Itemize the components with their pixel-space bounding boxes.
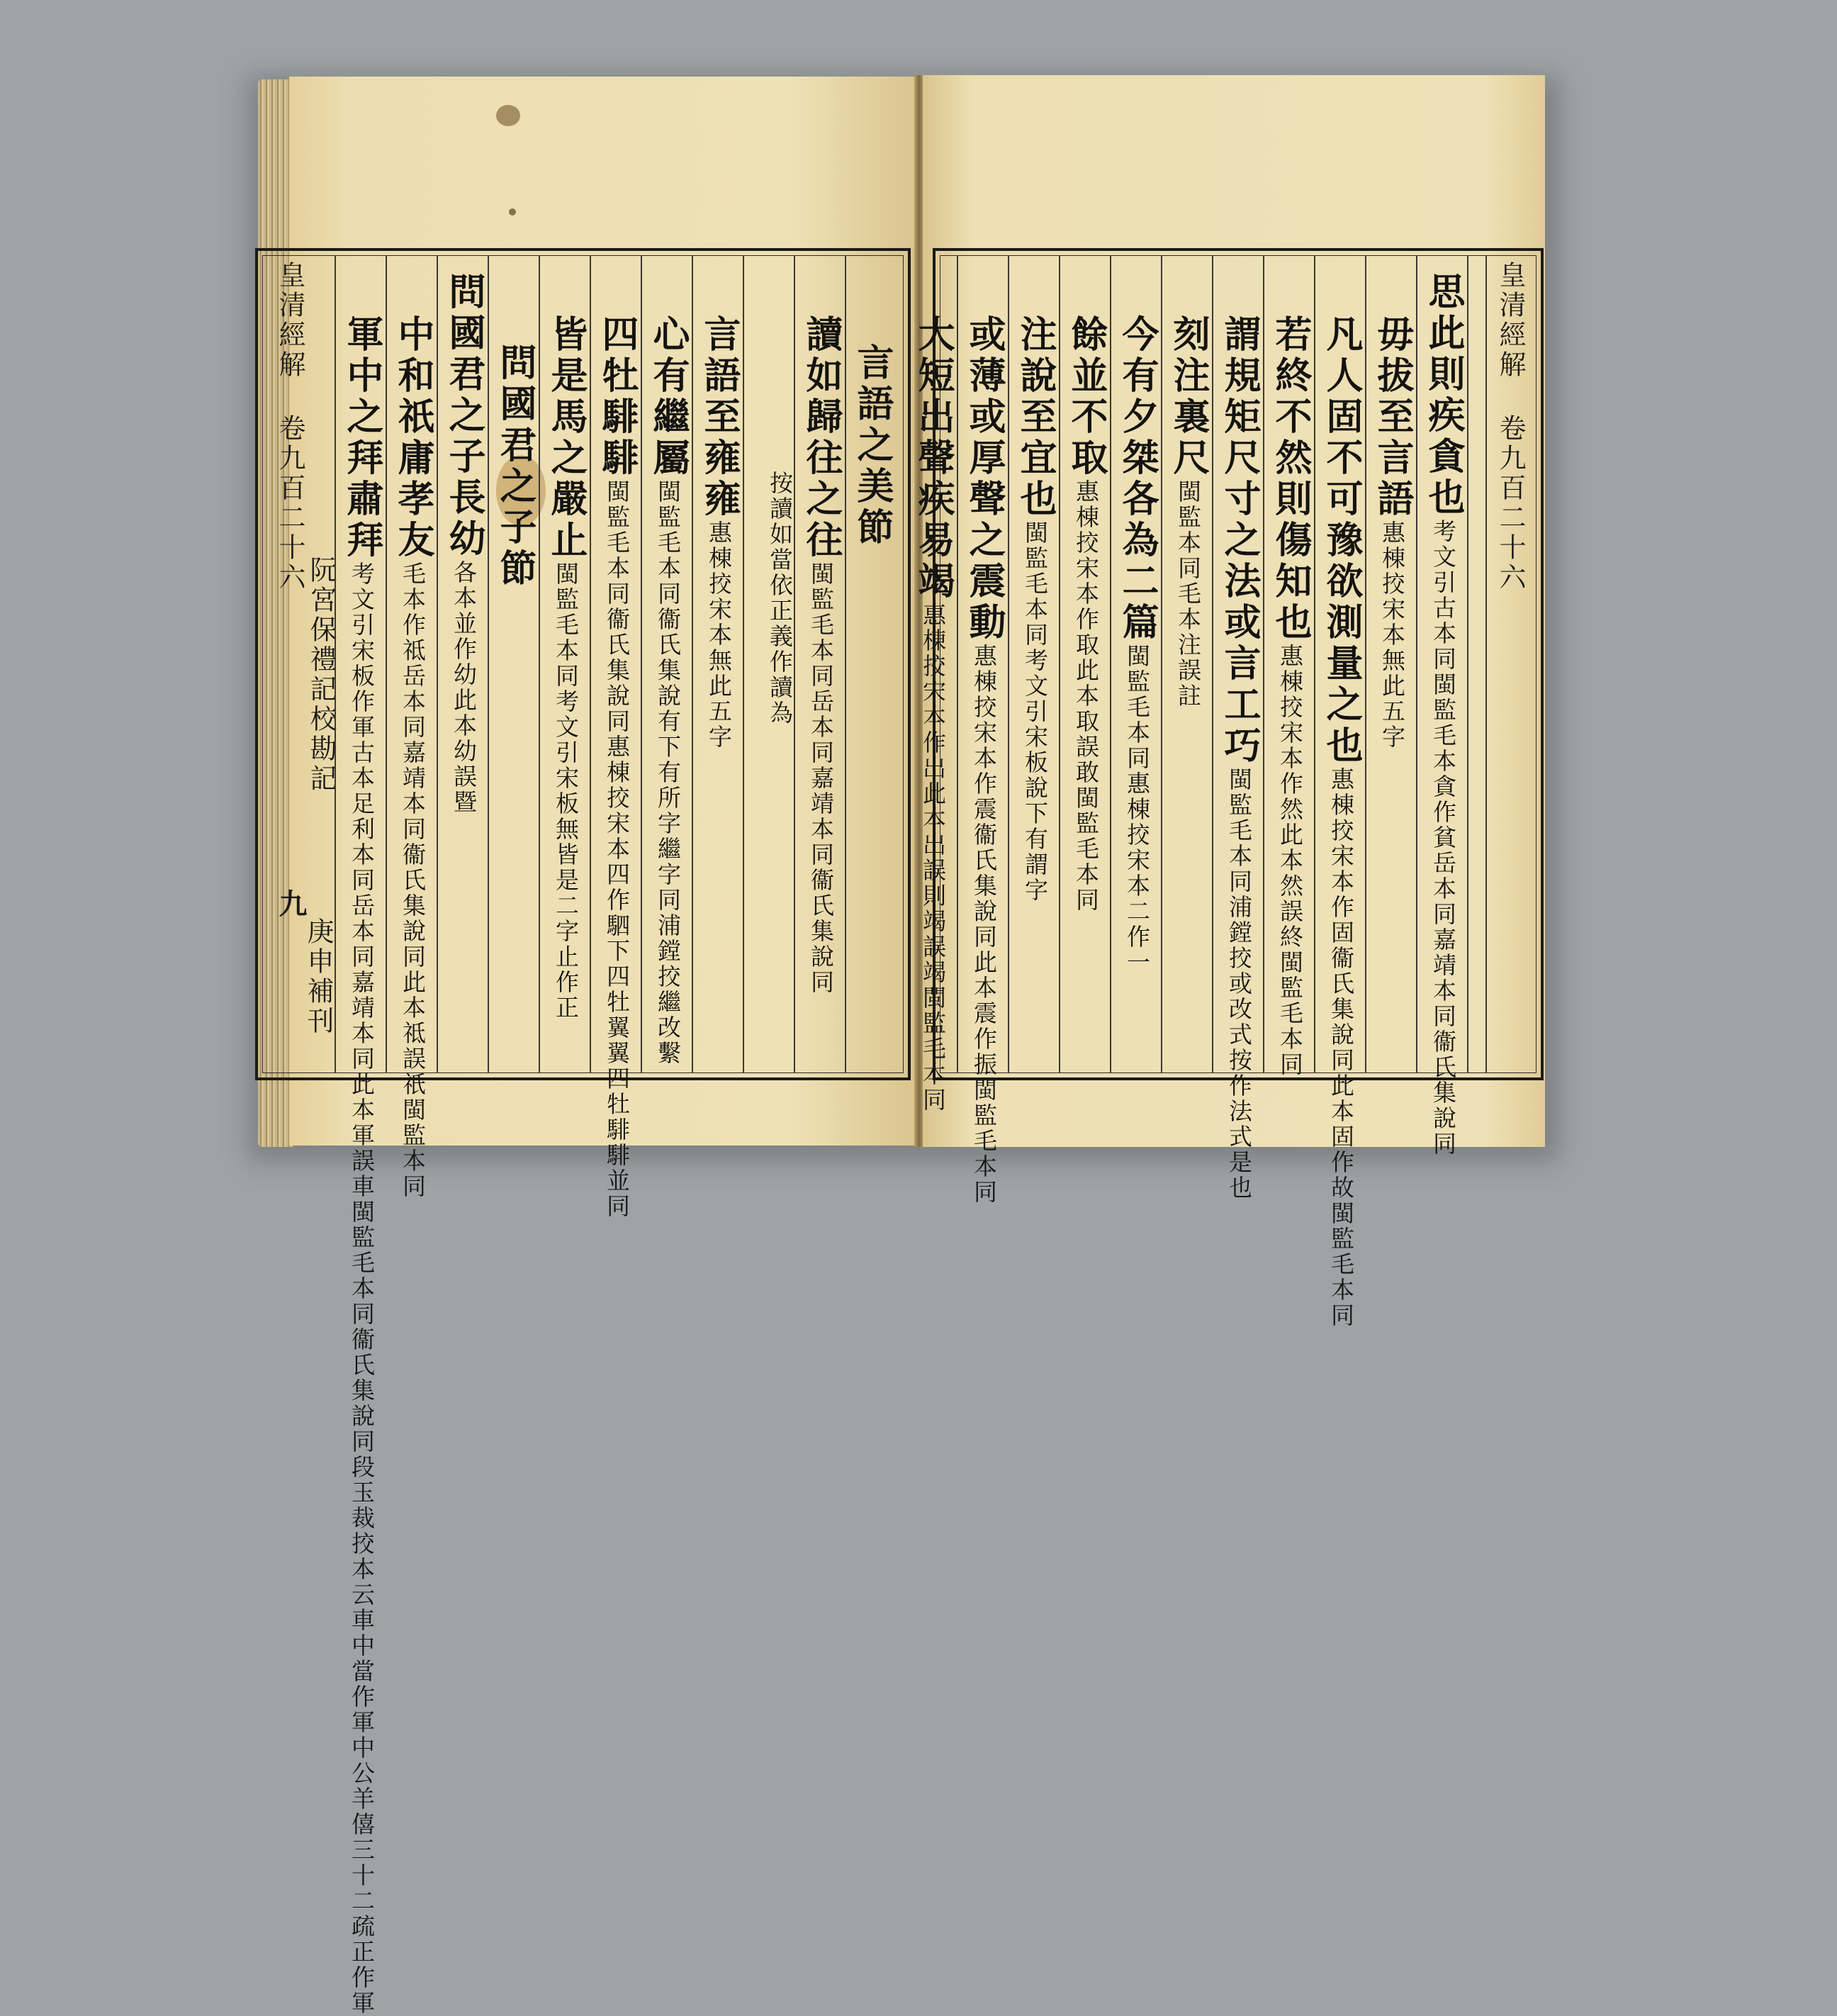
annotation-text: 惠棟挍宋本作固衞氏集說同此本固作故閩監毛本同 (1327, 767, 1355, 1328)
annotation-text: 閩監毛本同衞氏集說有下有所字繼字同浦鏜挍繼改繫 (654, 479, 682, 1066)
column-rule (1485, 255, 1487, 1073)
ink-spot (496, 105, 520, 126)
annotation-text: 惠棟挍宋本作震衞氏集說同此本震作振閩監毛本同 (970, 644, 998, 1205)
margin-title: 皇清經解 (1495, 261, 1526, 380)
annotation-text: 考文引宋板作軍古本足利本同岳本同嘉靖本同此本軍誤車閩監毛本同衞氏集說同段玉裁挍本云車中當作軍中公羊僖三十二疏正作軍 (348, 561, 376, 2016)
main-text: 刻注裏尺 (1167, 315, 1210, 479)
left-text-frame (255, 248, 911, 2016)
main-text: 四牡騑騑 (595, 315, 639, 479)
text-column (1422, 272, 1470, 1157)
annotation-text: 閩監毛本同浦鏜挍或改式按作法式是也 (1225, 767, 1253, 1201)
text-column (1169, 272, 1215, 1066)
text-column (544, 272, 592, 1066)
text-column (1320, 272, 1368, 1328)
text-column (1373, 272, 1419, 1066)
annotation-text: 惠棟挍宋本作出此本出誤則竭誤竭閩監毛本同 (919, 603, 947, 1113)
main-text: 餘並不取 (1064, 315, 1108, 479)
annotation-text: 閩監毛本同岳本同嘉靖本同衞氏集說同 (807, 561, 835, 995)
text-column (911, 272, 960, 1113)
left-margin-title (271, 261, 310, 593)
main-text: 思此則疾貪也 (1422, 272, 1465, 519)
main-text: 今有夕桀各為二篇 (1116, 315, 1159, 644)
annotation-text: 考文引古本同閩監毛本貪作貧岳本同嘉靖本同衞氏集說同 (1429, 519, 1457, 1157)
left-margin-edition (299, 917, 338, 1036)
annotation-text: 惠棟挍宋本作取此本取誤敢閩監毛本同 (1072, 479, 1100, 913)
margin-title: 皇清經解 (274, 261, 305, 380)
annotation-text: 閩監毛本同惠棟挍宋本二作一 (1123, 644, 1151, 975)
annotation-text: 閩監毛本同考文引宋板說下有謂字 (1021, 520, 1049, 903)
main-text: 皆是馬之嚴止 (544, 315, 588, 561)
text-column (962, 272, 1011, 1205)
text-column (1118, 272, 1164, 1066)
text-column (340, 272, 388, 2016)
edition-note: 庚申補刊 (303, 917, 334, 1036)
text-column (751, 272, 797, 1066)
annotation-text: 閩監毛本同考文引宋板無皆是二字止作正 (552, 561, 580, 1021)
text-column (391, 272, 439, 1199)
main-text: 凡人固不可豫欲測量之也 (1320, 315, 1363, 767)
annotation-text: 閩監本同毛本注誤註 (1174, 479, 1202, 709)
main-text: 心有繼屬 (646, 315, 690, 479)
text-column (1218, 272, 1266, 1201)
annotation-text: 各本並作幼此本幼誤暨 (450, 560, 478, 815)
annotation-text: 毛本作祗岳本同嘉靖本同衞氏集說同此本祗誤祇閩監本同 (399, 561, 427, 1199)
text-column (1013, 272, 1062, 1066)
heading-text: 言語之美節 (850, 343, 894, 549)
margin-volume: 卷九百二十六 (274, 414, 305, 593)
text-column (442, 272, 490, 1066)
ink-spot (509, 208, 516, 215)
main-text: 問國君之子長幼 (442, 272, 485, 560)
text-column (1064, 272, 1113, 1066)
text-column (799, 272, 848, 1066)
main-text: 軍中之拜肅拜 (340, 315, 383, 561)
main-text: 或薄或厚聲之震動 (962, 315, 1006, 644)
text-column (1269, 272, 1317, 1077)
main-text: 若終不然則傷知也 (1269, 315, 1312, 644)
left-margin-leaf (271, 889, 311, 920)
heading-text: 問國君之子節 (493, 343, 537, 590)
main-text: 言語至雍雍 (697, 315, 741, 520)
text-column (493, 272, 541, 1066)
annotation-text: 惠棟挍宋本無此五字 (705, 520, 733, 750)
annotation-text: 按讀如當依正義作讀為 (766, 471, 794, 726)
leaf-number: 九 (274, 889, 308, 920)
main-text: 注說至宜也 (1013, 315, 1057, 520)
main-text: 讀如歸往之往 (799, 315, 843, 561)
right-text-frame (911, 248, 1544, 1328)
main-text: 中和祇庸孝友 (391, 315, 434, 561)
text-column (697, 272, 746, 1066)
text-column (595, 272, 644, 1219)
margin-subtitle: 阮宮保禮記校勘記 (305, 556, 337, 794)
right-margin-title (1491, 261, 1530, 593)
annotation-text: 惠棟挍宋本無此五字 (1378, 520, 1406, 750)
annotation-text: 惠棟挍宋本作然此本然誤終閩監毛本同 (1276, 644, 1304, 1077)
main-text: 毋拔至言語 (1371, 315, 1414, 520)
margin-volume: 卷九百二十六 (1495, 414, 1526, 593)
annotation-text: 閩監毛本同衞氏集說同惠棟挍宋本四作駟下四牡翼翼四牡騑騑並同 (603, 479, 631, 1219)
main-text: 大短出聲疾易竭 (911, 315, 955, 603)
main-text: 謂規矩尺寸之法或言工巧 (1218, 315, 1261, 767)
text-column (646, 272, 695, 1066)
text-column (850, 272, 899, 1066)
